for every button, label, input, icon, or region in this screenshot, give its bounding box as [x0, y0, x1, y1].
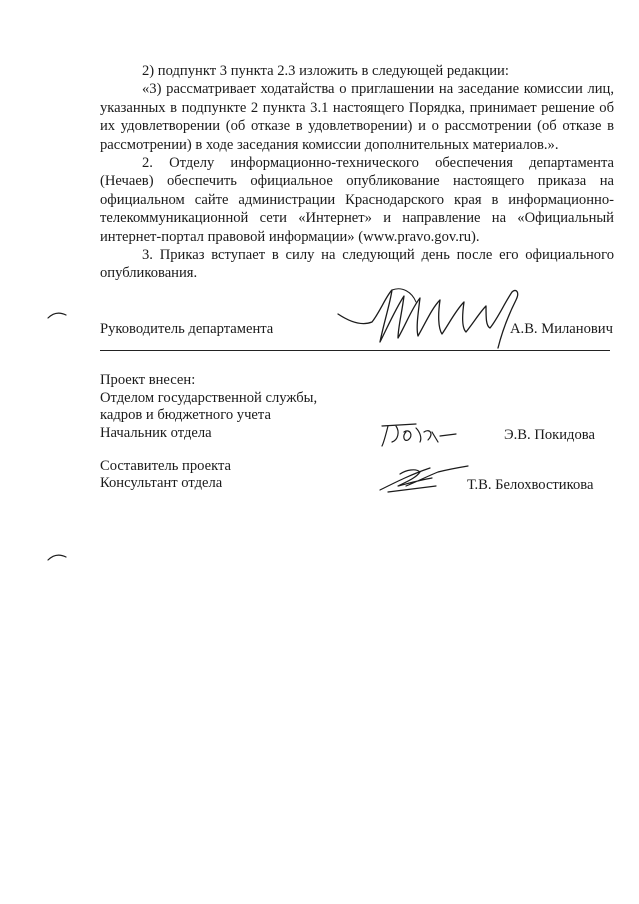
- submitted-heading: Проект внесен:: [100, 372, 196, 388]
- paragraph-item-2: 2. Отделу информационно-технического обеспечения департамента (Нечаев) обеспечить официальное опубликование настоящего приказа на официальном сайте администрации Краснодарского края в информационно-телекоммуникационной сети «Интернет» и направление на «Официальный интернет-портал правовой информации» (www.pravo.gov.ru).: [100, 155, 614, 245]
- margin-mark: [46, 552, 68, 562]
- head-name: А.В. Миланович: [510, 321, 613, 337]
- divider-line: [100, 350, 610, 351]
- submitted-position: Начальник отдела: [100, 425, 212, 441]
- compiler-position: Консультант отдела: [100, 475, 223, 491]
- submitted-department-cont: кадров и бюджетного учета: [100, 407, 271, 423]
- head-title: Руководитель департамента: [100, 321, 274, 337]
- margin-mark: [46, 310, 68, 320]
- submitted-signature: [376, 418, 468, 448]
- head-signature: [332, 282, 532, 350]
- compiler-name: Т.В. Белохвостикова: [467, 477, 594, 493]
- submitted-department: Отделом государственной службы,: [100, 390, 318, 406]
- paragraph-subpoint-3-quote: «3) рассматривает ходатайства о приглашении на заседание комиссии лиц, указанных в подпункте 2 пункта 3.1 настоящего Порядка, принимает решение об их удовлетворении (об отказе в удовлетворении) и о рассмотрении (об отказе в рассмотрении) в ходе заседания комиссии дополнительных материалов.».: [100, 81, 614, 153]
- compiler-signature: [376, 460, 472, 496]
- paragraph-item-3: 3. Приказ вступает в силу на следующий день после его официального опубликования.: [100, 247, 614, 282]
- compiler-heading: Составитель проекта: [100, 458, 232, 474]
- order-text: [100, 62, 614, 283]
- paragraph-subpoint-2: 2) подпункт 3 пункта 2.3 изложить в следующей редакции:: [142, 63, 509, 79]
- submitted-name: Э.В. Покидова: [504, 427, 595, 443]
